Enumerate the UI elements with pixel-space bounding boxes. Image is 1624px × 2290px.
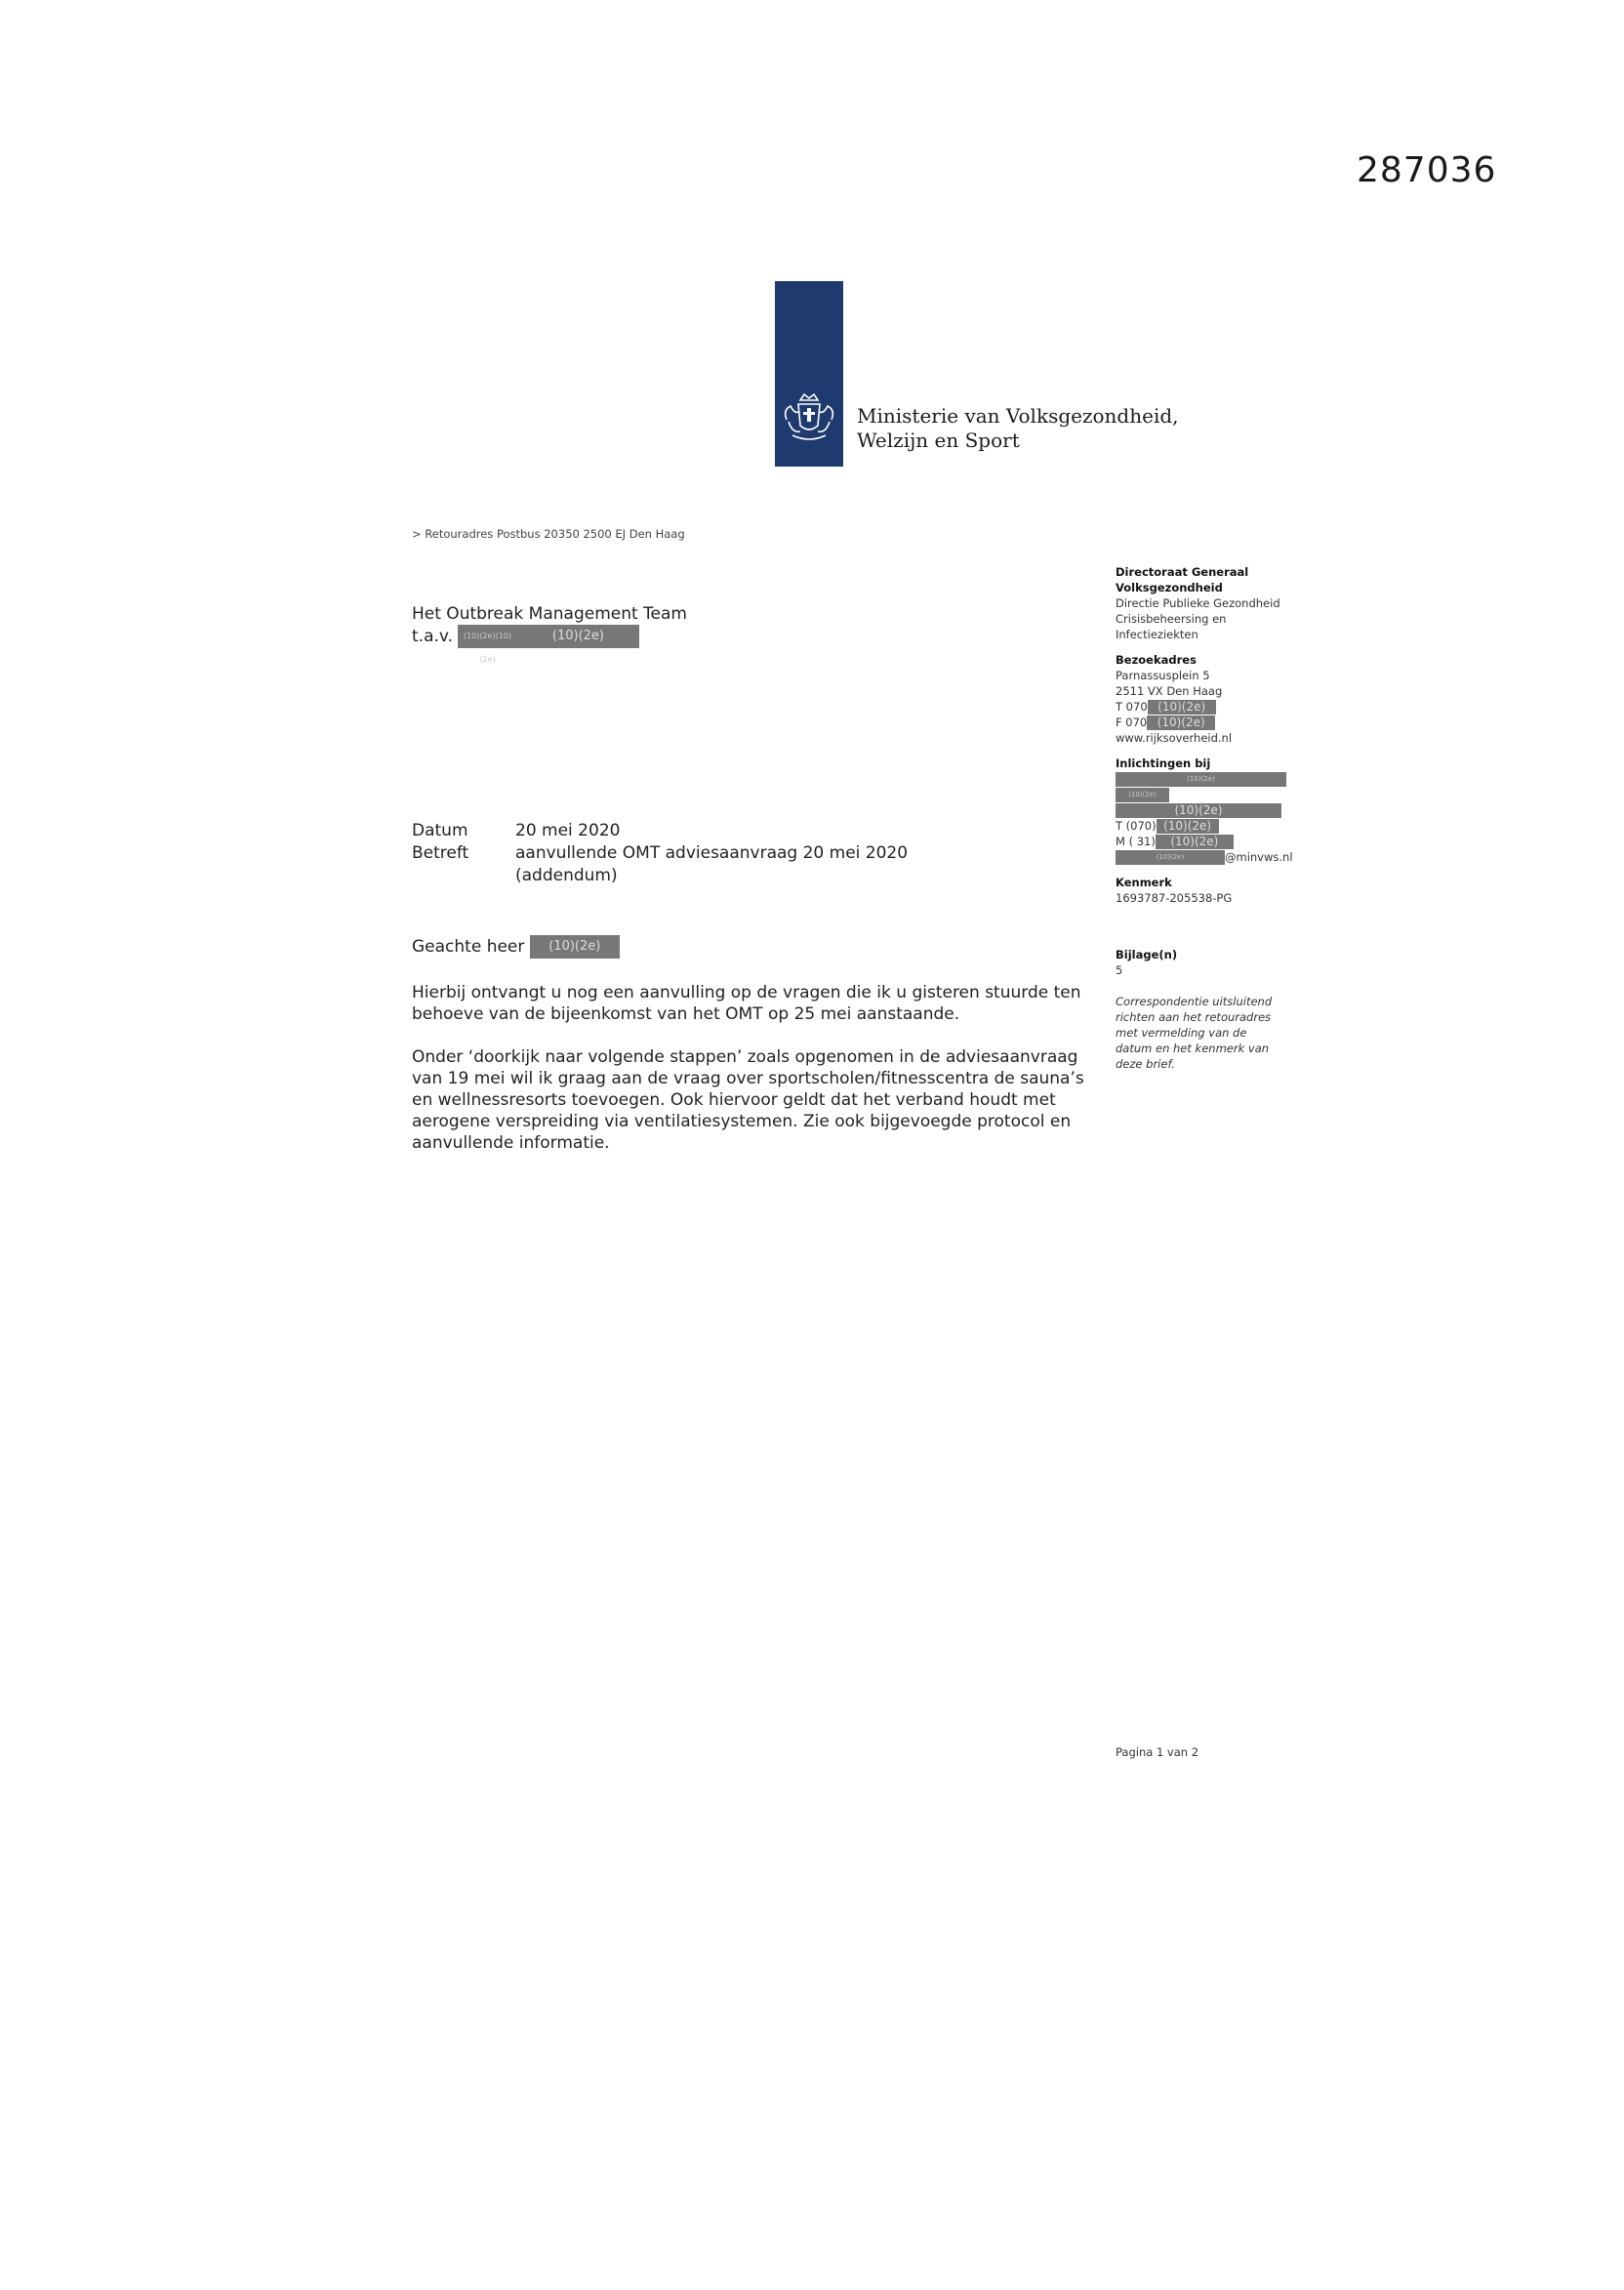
sidebar-correspondence-note: Correspondentie uitsluitend richten aan het retouradres met vermelding van de datum en het kenmerk van deze brief. (1116, 995, 1273, 1071)
sidebar-reference-heading: Kenmerk (1116, 876, 1172, 889)
sidebar-phone: T 070 (10)(2e) (1116, 699, 1320, 715)
redaction-box: (10)(2e)(10)(2e) (458, 625, 516, 648)
redaction-box: (10)(2e) (1156, 835, 1234, 849)
sidebar-info-name (1116, 771, 1320, 787)
sidebar-info-heading: Inlichtingen bij (1116, 757, 1211, 770)
ministry-name-line1: Ministerie van Volksgezondheid, (857, 404, 1179, 428)
redaction-box: (10)(2e) (530, 935, 620, 959)
redaction-box: (10)(2e) (1116, 803, 1281, 818)
sidebar-fax: F 070 (10)(2e) (1116, 715, 1320, 730)
body-paragraph-2: Onder ‘doorkijk naar volgende stappen’ zoals opgenomen in de adviesaanvraag van 19 mei wil ik graag aan de vraag over sportscholen/fitnesscentra de sauna’s en wellnessresorts toevoegen. Ook hiervoor geldt dat het verband houdt met aerogene verspreiding via ventilatiesystemen. Zie ook bijgevoegde protocol en aanvullende informatie. (412, 1047, 1084, 1153)
redaction-box: (10)(2e) (1116, 850, 1225, 865)
ministry-name (857, 404, 1179, 453)
subject-row (412, 842, 1023, 887)
letter-meta (412, 820, 1023, 887)
page-number: Pagina 1 van 2 (1116, 1745, 1199, 1759)
return-address: > Retouradres Postbus 20350 2500 EJ Den Haag (412, 527, 685, 541)
sidebar-info-dept (1116, 802, 1320, 818)
date-label: Datum (412, 821, 468, 840)
date-row (412, 820, 1023, 842)
redaction-box: (10)(2e) (516, 625, 639, 648)
subject-label: Betreft (412, 843, 469, 863)
body-paragraph-1: Hierbij ontvangt u nog een aanvulling op de vragen die ik u gisteren stuurde ten behoeve van de bijeenkomst van het OMT op 25 mei aanstaande. (412, 983, 1081, 1024)
sidebar-visit-line2: 2511 VX Den Haag (1116, 684, 1223, 698)
sidebar-directorate-line1: Directie Publieke Gezondheid (1116, 596, 1280, 610)
recipient-address (412, 603, 687, 664)
redaction-box: (10)(2e) (1147, 716, 1215, 730)
salutation: Geachte heer (10)(2e) (412, 935, 620, 959)
sidebar-visit-heading: Bezoekadres (1116, 653, 1197, 667)
subject-value: aanvullende OMT adviesaanvraag 20 mei 2020 (addendum) (515, 843, 909, 885)
recipient-line1: Het Outbreak Management Team (412, 604, 687, 624)
sidebar-info-name2 (1116, 787, 1320, 802)
royal-crest-icon (779, 390, 839, 445)
sidebar-info-mobile: M ( 31) (10)(2e) (1116, 834, 1320, 849)
sidebar-attachments-heading: Bijlage(n) (1116, 948, 1178, 961)
sidebar-dg-line1: Directoraat Generaal (1116, 565, 1249, 579)
recipient-tav-line: t.a.v. (10)(2e)(10)(2e)(10)(2e) (412, 625, 687, 648)
sidebar-info-email: (10)(2e) @minvws.nl (1116, 849, 1320, 865)
sidebar-dg-line2: Volksgezondheid (1116, 581, 1223, 594)
ministry-name-line2: Welzijn en Sport (857, 429, 1020, 452)
redaction-box: (10)(2e) (1116, 772, 1286, 787)
redaction-box: (10)(2e) (1157, 819, 1219, 834)
document-number: 287036 (1357, 150, 1497, 190)
ministry-logo-bar (775, 281, 843, 467)
sender-sidebar (1116, 564, 1320, 1072)
sidebar-directorate-line3: Infectieziekten (1116, 628, 1198, 641)
sidebar-directorate-line2: Crisisbeheersing en (1116, 612, 1227, 626)
sidebar-attachments: 5 (1116, 963, 1123, 977)
sidebar-visit-line1: Parnassusplein 5 (1116, 669, 1210, 682)
sidebar-info-phone: T (070) (10)(2e) (1116, 818, 1320, 834)
redaction-box: (10)(2e) (1148, 700, 1216, 715)
redaction-box: (10)(2e) (1116, 788, 1169, 802)
sidebar-website[interactable]: www.rijksoverheid.nl (1116, 731, 1233, 745)
date-value: 20 mei 2020 (515, 821, 621, 840)
sidebar-reference: 1693787-205538-PG (1116, 891, 1233, 905)
